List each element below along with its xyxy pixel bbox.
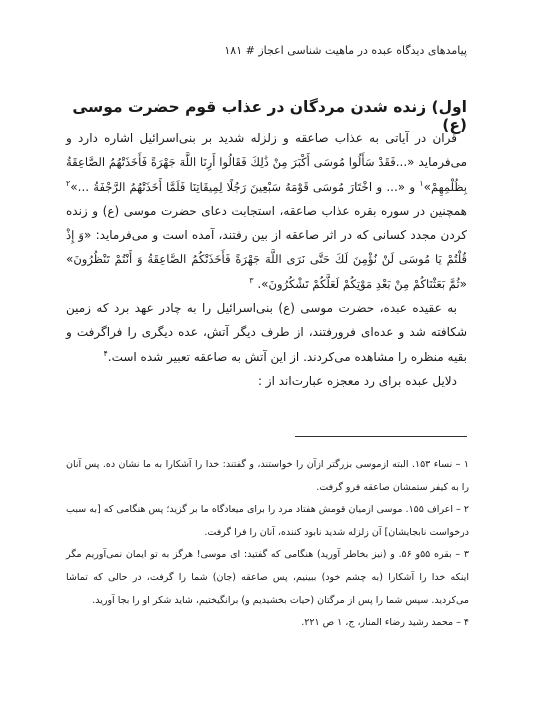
quran-quote-3: وَ إِذْ قُلْتُمْ يَا مُوسَى لَنْ نُؤْمِنَ لَكَ حَتَّى نَرَى اللَّهَ جَهْرَةً فَأَخَذَتْكُمُ الصَّاعِقَةُ وَ أَنْتُمْ تَنْظُرُونَ [66, 228, 467, 267]
quran-quote-2: مُوسَى قَوْمَهُ سَبْعِينَ رَجُلًا لِمِيقَاتِنَا فَلَمَّا أَخَذَتْهُمُ الرَّجْفَةُ [93, 179, 345, 194]
running-header: پیامدهای دیدگاه عبده در ماهیت شناسی اعجاز # ۱۸۱ [224, 44, 467, 57]
paragraph-1-middle: همچنین در سوره بقره عذاب صاعقه، استجابت دعای حضرت موسی (ع) و زنده کردن مجدد کسانی که در اثر صاعقه از بین رفتند، آمده است و می‌فرماید: « [66, 203, 467, 243]
footnote-4: ۴ – محمد رشید رضاء المنار، ج، ۱ ص ۲۲۱. [301, 617, 469, 629]
quote-close: ...» [70, 179, 94, 194]
footnote-ref-1[interactable]: ۱ [419, 178, 424, 188]
footnotes [66, 454, 469, 635]
paragraph-2-text: به عقیده عبده، حضرت موسی (ع) بنی‌اسرائیل را به چادر عهد برد که زمین شکافته شد و عده‌ای فرورفتند، از طرف دیگر آتش، عده دیگری را فراگرفت و بقیه منظره را مشاهده می‌کردند. از این آتش به صاعقه تعبیر شده است. [66, 301, 467, 364]
paragraph-2 [66, 296, 467, 369]
section-heading: اول) زنده شدن مردگان در عذاب قوم حضرت موسی (ع) [72, 98, 467, 134]
footnote-3: ۳ – بقره ۵۵و ۵۶. و (نیز بخاطر آورید) هنگامی که گفتید: ای موسی! هرگز به تو ایمان نمی‌آوریم مگر اینکه خدا را آشکارا (به چشم خود) ببینیم، پس صاعقه (جان) شما را گرفت، در حالی که تماشا می‌کردید. سپس شما را پس از مرگتان (حیات بخشیدیم و) برانگیختیم، شاید شکر او را بجا آورید. [66, 549, 469, 606]
body-text [66, 126, 467, 393]
paragraph-3 [66, 369, 467, 393]
quote-close: » [423, 179, 431, 194]
footnote-2: ۲ – اعراف ۱۵۵. موسی ازمیان قومش هفتاد مرد را برای میعادگاه ما بر گزید؛ پس هنگامی که [به سبب درخواست نابجایشان] آن زلزله شدید نابود کننده، آنان را فرا گرفت. [66, 504, 469, 538]
footnote-ref-2[interactable]: ۲ [66, 178, 71, 188]
footnote-ref-3[interactable]: ۳ [249, 275, 254, 285]
quote-close: ». [253, 276, 269, 291]
connector-text: و «... و اخْتَارَ [344, 179, 420, 194]
paragraph-1 [66, 126, 467, 296]
footnote-1: ۱ – نساء ۱۵۳. البته ازموسی بزرگتر ازآن را خواستند، و گفتند: خدا را آشکارا به ما نشان ده. پس آنان را به کیفر ستمشان صاعقه فرو گرفت. [66, 459, 469, 493]
footnote-divider [295, 436, 467, 437]
paragraph-1-intro: قران در آیاتی به عذاب صاعقه و زلزله شدید بر بنی‌اسرائیل اشاره دارد و می‌فرماید «... [66, 131, 467, 170]
quran-quote-1: فَقَدْ سَأَلُوا مُوسَى أَكْبَرَ مِنْ ذَٰلِكَ فَقَالُوا أَرِنَا اللَّهَ جَهْرَةً فَأَخَذَتْهُمُ الصَّاعِقَةُ بِظُلْمِهِمْ [66, 155, 467, 194]
quran-quote-4: ثُمَّ بَعَثْنَاكُمْ مِنْ بَعْدِ مَوْتِكُمْ لَعَلَّكُمْ تَشْكُرُونَ [268, 276, 460, 291]
footnote-ref-4[interactable]: ۴ [103, 348, 108, 358]
paragraph-3-text: دلایل عبده برای رد معجزه عبارت‌اند از : [257, 373, 457, 388]
quote-separator: » « [66, 252, 467, 291]
